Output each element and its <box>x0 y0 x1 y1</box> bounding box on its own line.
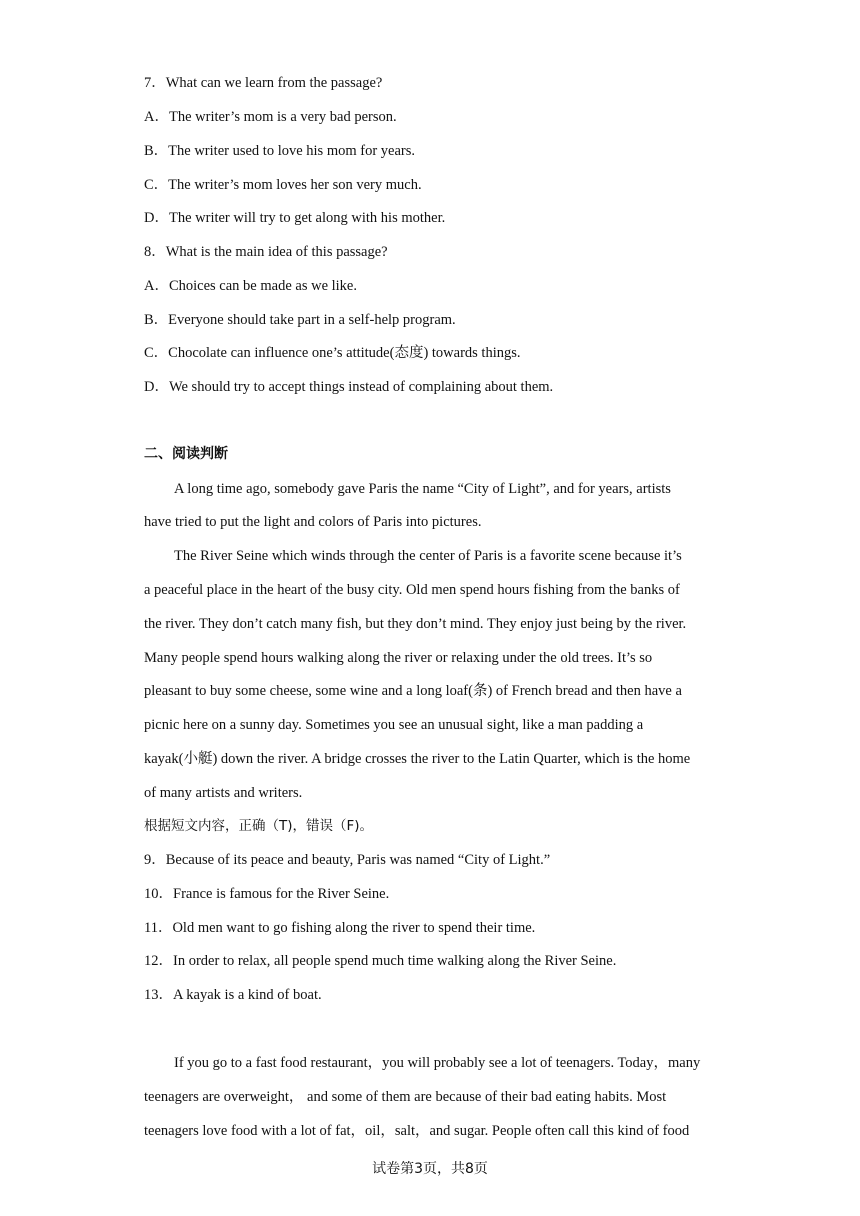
question-7-option-d: D．The writer will try to get along with his mother. <box>144 210 446 226</box>
passage-line: Many people spend hours walking along the river or relaxing under the old trees. It’s so <box>144 650 653 666</box>
question-8-option-d: D．We should try to accept things instead of complaining about them. <box>144 379 554 395</box>
passage-line: have tried to put the light and colors of Paris into pictures. <box>144 514 482 530</box>
passage-line: teenagers love food with a lot of fat，oil，salt，and sugar. People often call this kind of food <box>144 1123 690 1139</box>
passage-line: of many artists and writers. <box>144 785 303 801</box>
judgment-instruction: 根据短文内容，正确（T)，错误（F)。 <box>144 818 374 834</box>
page-footer: 试卷第3页，共8页 <box>372 1161 488 1177</box>
question-7-stem: 7．What can we learn from the passage? <box>144 75 383 91</box>
question-8-stem: 8．What is the main idea of this passage? <box>144 244 388 260</box>
passage-line: a peaceful place in the heart of the busy city. Old men spend hours fishing from the banks of <box>144 582 680 598</box>
statement-10: 10．France is famous for the River Seine. <box>144 886 390 902</box>
passage-line: the river. They don’t catch many fish, but they don’t mind. They enjoy just being by the river. <box>144 616 687 632</box>
statement-11: 11．Old men want to go fishing along the river to spend their time. <box>144 920 536 936</box>
statement-13: 13．A kayak is a kind of boat. <box>144 987 322 1003</box>
passage-line: A long time ago, somebody gave Paris the name “City of Light”, and for years, artists <box>174 481 671 497</box>
passage-line: The River Seine which winds through the center of Paris is a favorite scene because it’s <box>174 548 682 564</box>
passage-line: picnic here on a sunny day. Sometimes you see an unusual sight, like a man padding a <box>144 717 644 733</box>
statement-12: 12．In order to relax, all people spend much time walking along the River Seine. <box>144 953 617 969</box>
question-8-option-c: C．Chocolate can influence one’s attitude(态度) towards things. <box>144 345 521 361</box>
question-7-option-b: B．The writer used to love his mom for years. <box>144 143 416 159</box>
passage-line: teenagers are overweight， and some of them are because of their bad eating habits. Most <box>144 1089 667 1105</box>
section-heading: 二、阅读判断 <box>144 446 228 462</box>
question-7-option-a: A．The writer’s mom is a very bad person. <box>144 109 397 125</box>
passage-line: If you go to a fast food restaurant，you will probably see a lot of teenagers. Today，many <box>174 1055 701 1071</box>
statement-9: 9．Because of its peace and beauty, Paris was named “City of Light.” <box>144 852 551 868</box>
question-8-option-b: B．Everyone should take part in a self-help program. <box>144 312 456 328</box>
question-8-option-a: A．Choices can be made as we like. <box>144 278 357 294</box>
question-7-option-c: C．The writer’s mom loves her son very much. <box>144 177 422 193</box>
passage-line: pleasant to buy some cheese, some wine and a long loaf(条) of French bread and then have a <box>144 683 682 699</box>
passage-line: kayak(小艇) down the river. A bridge crosses the river to the Latin Quarter, which is the home <box>144 751 691 767</box>
